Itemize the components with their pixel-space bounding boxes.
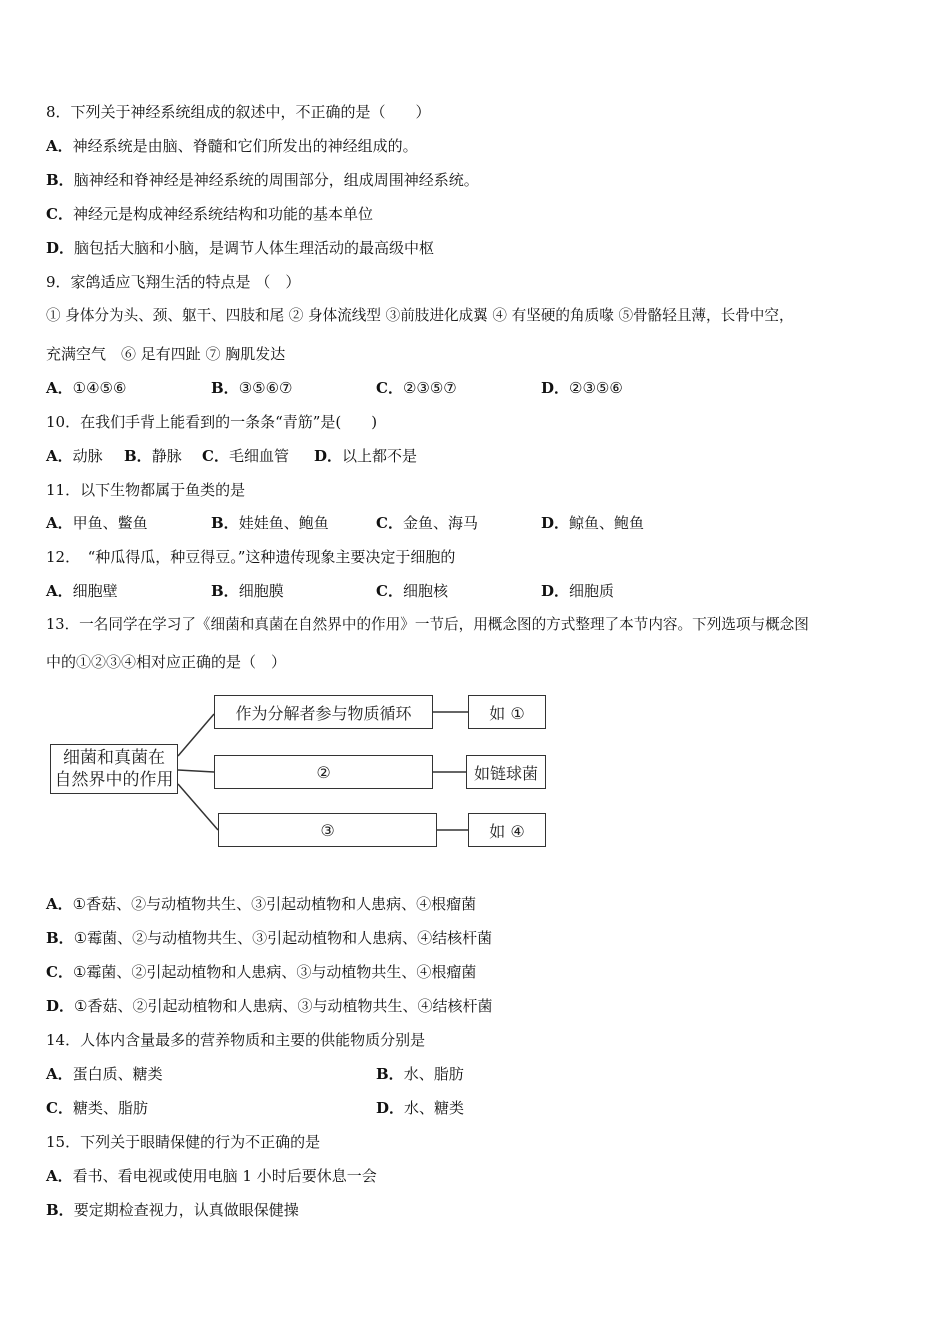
q8-option-c — [46, 204, 373, 224]
concept-mid-3: ③ — [218, 813, 437, 847]
concept-root-line1: 细菌和真菌在 — [63, 748, 165, 768]
option-label: D． — [46, 997, 75, 1015]
option-text: ②③⑤⑦ — [402, 379, 457, 397]
option-label: A． — [46, 514, 73, 532]
option-label: C． — [46, 1099, 73, 1117]
option-text: ③⑤⑥⑦ — [238, 379, 293, 397]
option-text: 神经元是构成神经系统结构和功能的基本单位 — [72, 205, 373, 223]
option-text: 看书、看电视或使用电脑 1 小时后要休息一会 — [72, 1167, 377, 1185]
q11-option-d — [541, 513, 644, 533]
option-text: ②③⑤⑥ — [569, 379, 623, 397]
option-text: 神经系统是由脑、脊髓和它们所发出的神经组成的。 — [72, 137, 418, 155]
q10-option-c — [202, 446, 289, 466]
q13-stem-line1: 13．一名同学在学习了《细菌和真菌在自然界中的作用》一节后，用概念图的方式整理了本节内容。下列选项与概念图 — [46, 616, 809, 633]
option-label: B． — [376, 1065, 404, 1083]
q8-option-a — [46, 136, 418, 156]
connector-root-mid3 — [178, 784, 218, 830]
q15-option-a — [46, 1166, 377, 1186]
option-label: C． — [202, 447, 229, 465]
concept-root-line2: 自然界中的作用 — [54, 770, 174, 790]
option-label: D． — [314, 447, 343, 465]
option-label: D． — [376, 1099, 405, 1117]
option-text: 细胞核 — [402, 582, 448, 600]
q9-option-d — [541, 378, 623, 398]
concept-map — [46, 688, 556, 856]
q13-stem-line2: 中的①②③④相对应正确的是（ ） — [46, 653, 287, 671]
option-label: A． — [46, 447, 73, 465]
option-label: A． — [46, 895, 73, 913]
option-text: 动脉 — [72, 447, 103, 465]
q10-stem: 10．在我们手背上能看到的一条条“青筋”是( ) — [46, 413, 378, 431]
option-text: 要定期检查视力，认真做眼保健操 — [73, 1201, 299, 1219]
option-text: 以上都不是 — [342, 447, 418, 465]
option-label: B． — [211, 379, 239, 397]
q8-option-b — [46, 170, 479, 190]
q13-option-a — [46, 894, 476, 914]
option-label: B． — [211, 582, 239, 600]
q9-option-c — [376, 378, 457, 398]
q12-stem: 12． “种瓜得瓜，种豆得豆。”这种遗传现象主要决定于细胞的 — [46, 548, 456, 566]
q9-option-a — [46, 378, 126, 398]
option-label: D． — [541, 514, 570, 532]
q12-option-a — [46, 581, 118, 601]
connector-root-mid2 — [178, 770, 214, 772]
option-text: 金鱼、海马 — [402, 514, 478, 532]
concept-right-3: 如 ④ — [468, 813, 546, 847]
q9-option-b — [211, 378, 292, 398]
option-text: ①④⑤⑥ — [72, 379, 127, 397]
option-label: B． — [124, 447, 152, 465]
option-label: B． — [211, 514, 239, 532]
q13-option-b — [46, 928, 492, 948]
option-text: 糖类、脂肪 — [72, 1099, 148, 1117]
q14-option-c — [46, 1098, 148, 1118]
concept-root — [50, 744, 178, 794]
option-text: 蛋白质、糖类 — [72, 1065, 163, 1083]
q13-option-c — [46, 962, 476, 982]
option-text: ①霉菌、②引起动植物和人患病、③与动植物共生、④根瘤菌 — [72, 963, 477, 981]
option-label: C． — [46, 963, 73, 981]
option-label: B． — [46, 929, 74, 947]
q14-stem: 14．人体内含量最多的营养物质和主要的供能物质分别是 — [46, 1031, 426, 1049]
option-label: A． — [46, 1065, 73, 1083]
q15-option-b — [46, 1200, 299, 1220]
option-text: 水、脂肪 — [403, 1065, 464, 1083]
q12-option-b — [211, 581, 284, 601]
q10-option-a — [46, 446, 103, 466]
concept-mid-2: ② — [214, 755, 433, 789]
option-text: ①香菇、②引起动植物和人患病、③与动植物共生、④结核杆菌 — [74, 997, 493, 1015]
option-label: A． — [46, 1167, 73, 1185]
option-text: 甲鱼、鳖鱼 — [72, 514, 148, 532]
q11-option-c — [376, 513, 478, 533]
option-text: ①霉菌、②与动植物共生、③引起动植物和人患病、④结核杆菌 — [73, 929, 493, 947]
concept-mid-1: 作为分解者参与物质循环 — [214, 695, 433, 729]
option-text: ①香菇、②与动植物共生、③引起动植物和人患病、④根瘤菌 — [72, 895, 477, 913]
option-label: D． — [541, 582, 570, 600]
option-label: C． — [376, 379, 403, 397]
option-label: B． — [46, 1201, 74, 1219]
concept-right-2: 如链球菌 — [466, 755, 546, 789]
q10-option-d — [314, 446, 417, 466]
q9-features-line2: 充满空气 ⑥ 足有四趾 ⑦ 胸肌发达 — [46, 345, 286, 363]
q11-option-a — [46, 513, 148, 533]
option-text: 娃娃鱼、鲍鱼 — [238, 514, 329, 532]
option-label: B． — [46, 171, 74, 189]
q9-stem: 9．家鸽适应飞翔生活的特点是 （ ） — [46, 273, 301, 291]
q14-option-d — [376, 1098, 464, 1118]
option-text: 脑神经和脊神经是神经系统的周围部分，组成周围神经系统。 — [73, 171, 479, 189]
q12-option-c — [376, 581, 448, 601]
q8-stem: 8．下列关于神经系统组成的叙述中，不正确的是（ ） — [46, 103, 431, 121]
option-text: 水、糖类 — [404, 1099, 465, 1117]
option-label: D． — [541, 379, 570, 397]
q8-option-d — [46, 238, 434, 258]
option-text: 鲸鱼、鲍鱼 — [569, 514, 645, 532]
q13-option-d — [46, 996, 492, 1016]
option-label: C． — [376, 582, 403, 600]
option-label: D． — [46, 239, 75, 257]
option-text: 细胞质 — [569, 582, 615, 600]
option-text: 细胞壁 — [72, 582, 118, 600]
q10-option-b — [124, 446, 182, 466]
q11-option-b — [211, 513, 329, 533]
option-label: C． — [376, 514, 403, 532]
option-text: 静脉 — [151, 447, 182, 465]
q14-option-b — [376, 1064, 464, 1084]
option-label: A． — [46, 379, 73, 397]
option-text: 脑包括大脑和小脑，是调节人体生理活动的最高级中枢 — [74, 239, 435, 257]
q14-option-a — [46, 1064, 163, 1084]
concept-right-1: 如 ① — [468, 695, 546, 729]
q15-stem: 15．下列关于眼睛保健的行为不正确的是 — [46, 1133, 321, 1151]
option-label: A． — [46, 137, 73, 155]
q11-stem: 11．以下生物都属于鱼类的是 — [46, 481, 246, 499]
option-text: 毛细血管 — [228, 447, 289, 465]
q12-option-d — [541, 581, 614, 601]
option-label: A． — [46, 582, 73, 600]
option-label: C． — [46, 205, 73, 223]
option-text: 细胞膜 — [238, 582, 284, 600]
connector-root-mid1 — [178, 714, 214, 756]
q9-features-line1: ① 身体分为头、颈、躯干、四肢和尾 ② 身体流线型 ③前肢进化成翼 ④ 有坚硬的角质喙 ⑤骨骼轻且薄，长骨中空， — [46, 307, 794, 324]
